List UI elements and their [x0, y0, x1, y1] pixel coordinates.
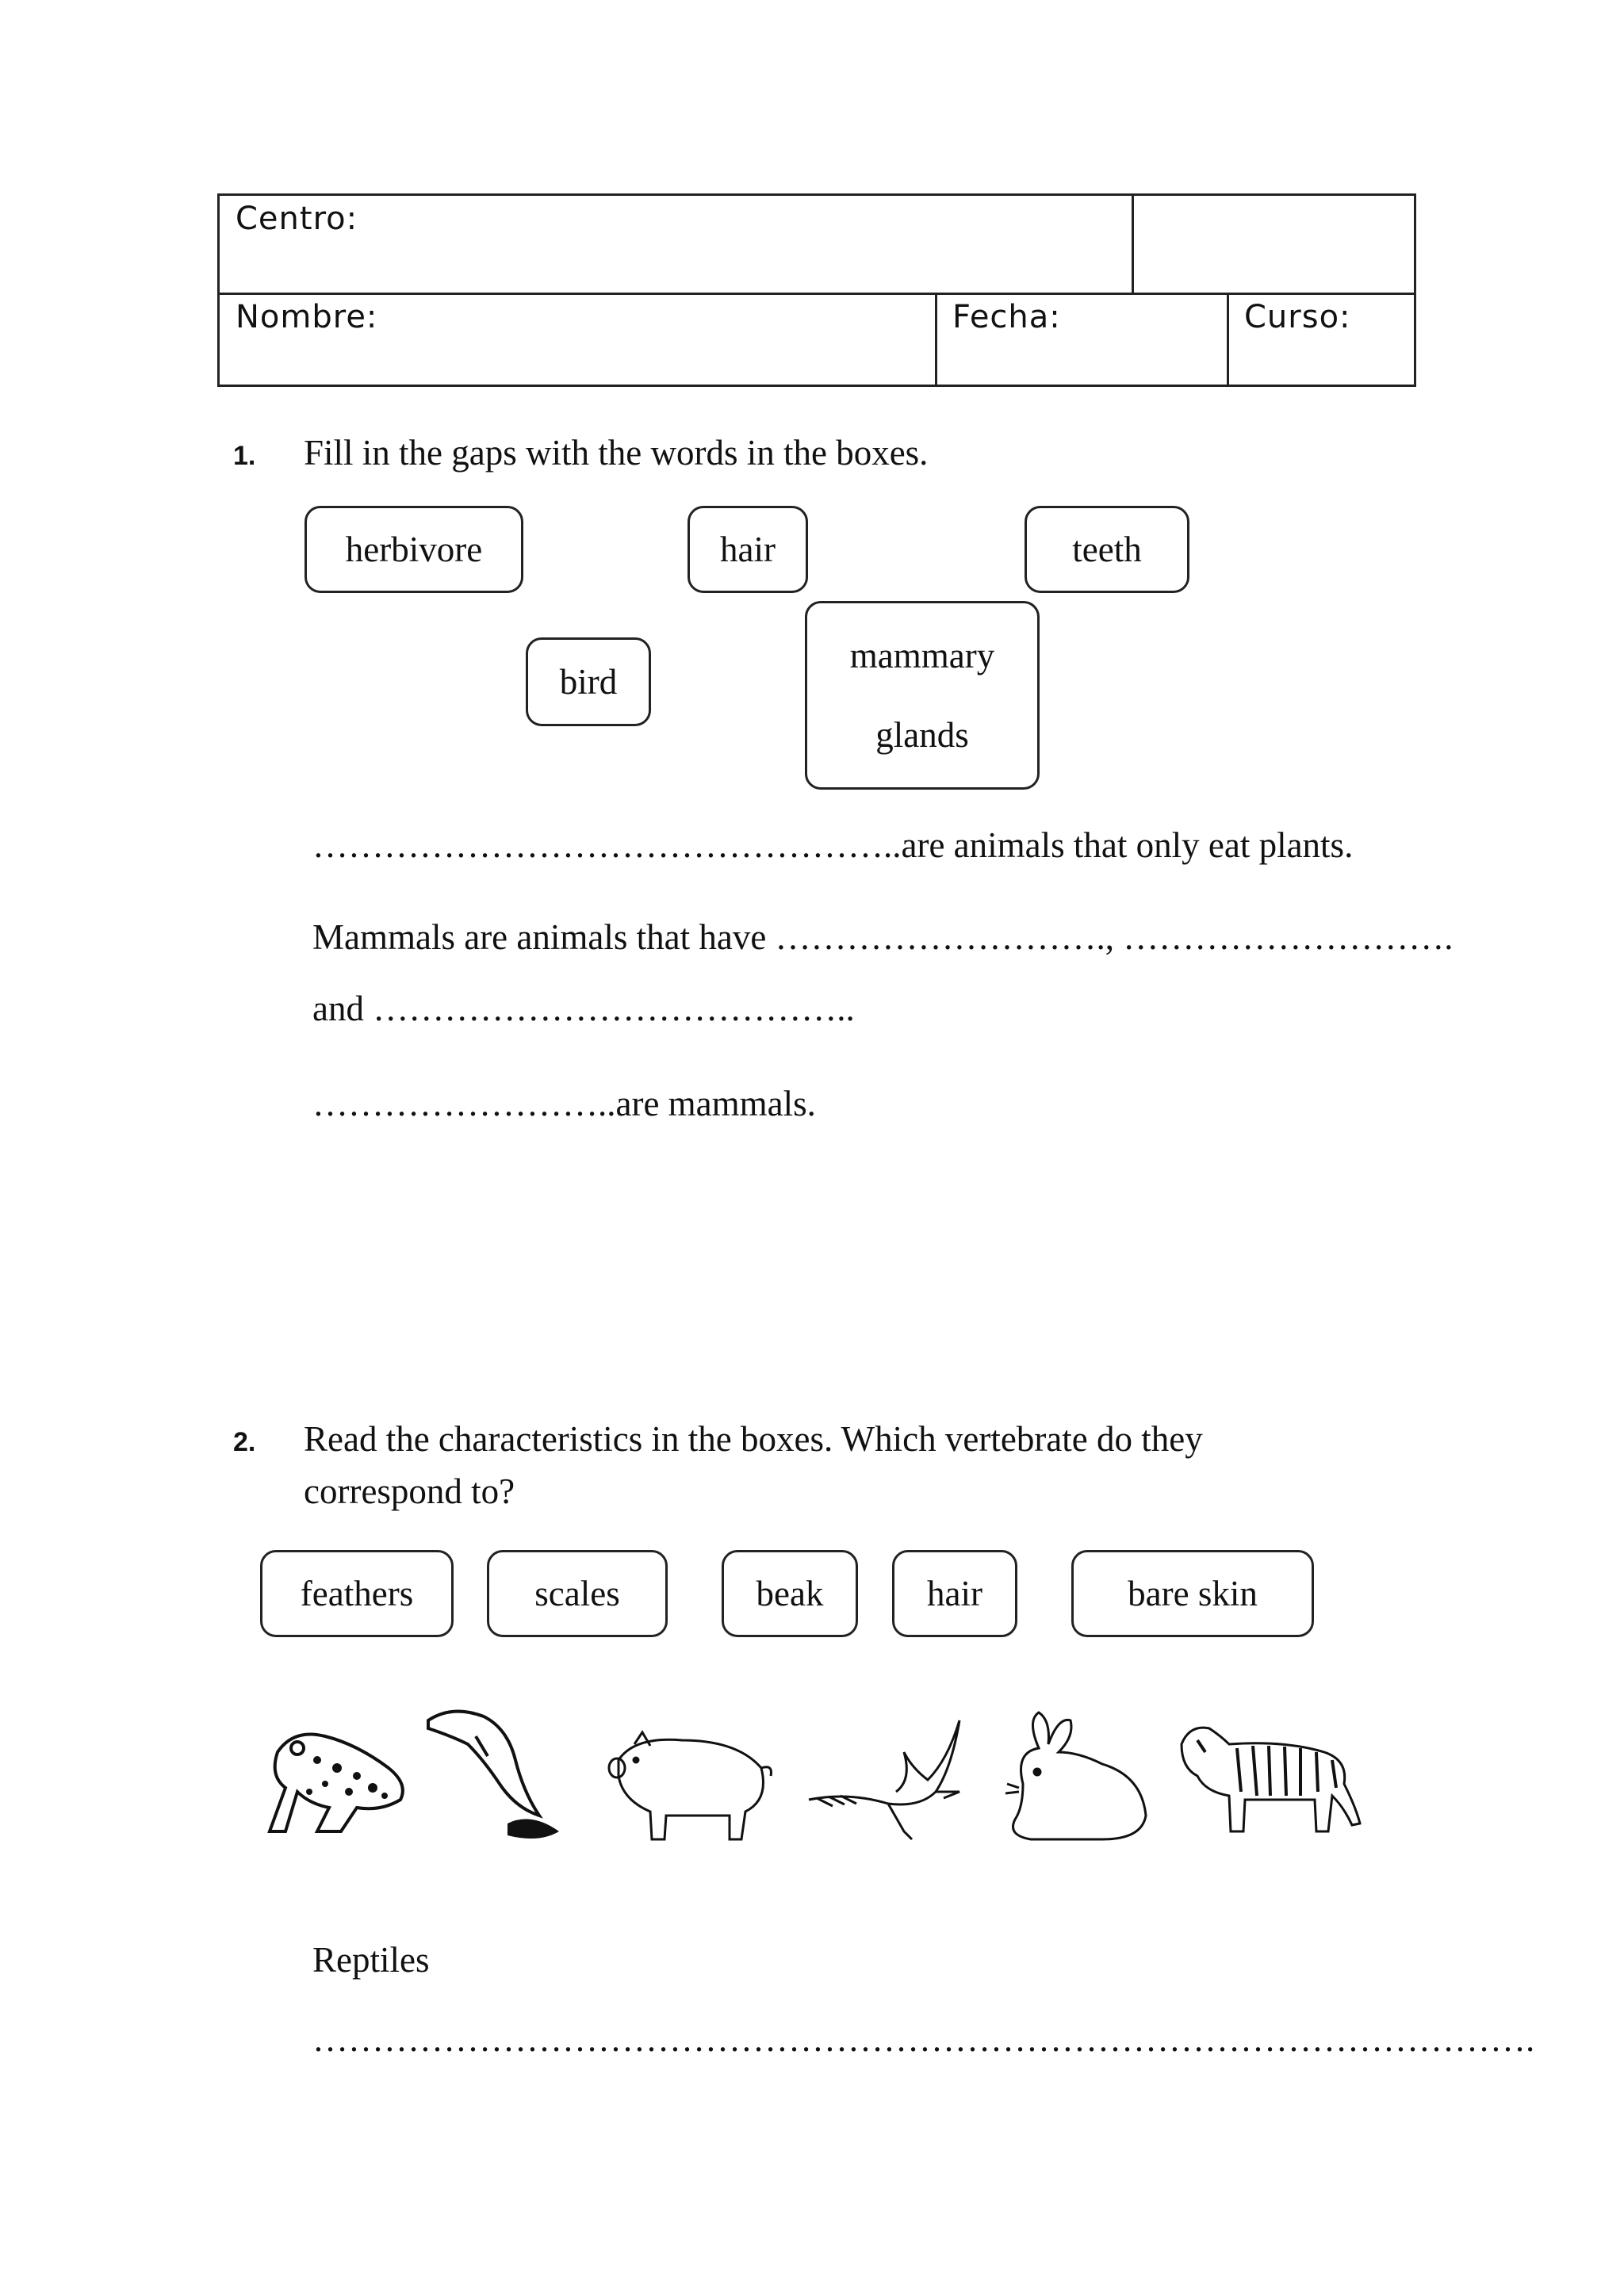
word-mammary: mammary	[849, 636, 995, 675]
dolphin-icon	[420, 1697, 579, 1855]
word-glands: glands	[875, 715, 969, 755]
nombre-label: Nombre:	[236, 299, 378, 335]
word-box-herbivore: herbivore	[304, 506, 523, 593]
rabbit-icon	[991, 1705, 1158, 1855]
word-box-bare-skin: bare skin	[1071, 1550, 1314, 1637]
word-box-beak: beak	[722, 1550, 858, 1637]
q2-instruction	[304, 1413, 1203, 1517]
header-form	[217, 193, 1416, 387]
q2-instruction-line2: correspond to?	[304, 1471, 515, 1511]
frog-icon	[262, 1712, 420, 1847]
header-divider-top	[1132, 196, 1134, 293]
word-box-teeth: teeth	[1025, 506, 1189, 593]
q1-sentence-mammals: Mammals are animals that have ………………………., ……………………….	[312, 917, 1454, 957]
q1-number: 1.	[233, 441, 256, 471]
word-box-hair: hair	[688, 506, 808, 593]
q1-sentence-bird: ……………………..are mammals.	[312, 1084, 816, 1123]
word-box-bird: bird	[526, 637, 651, 726]
q1-sentence-mammals-cont: and …………………………………..	[312, 989, 855, 1028]
reptiles-answer-line: ………………………………………………………………………………………….	[312, 2019, 1535, 2059]
bird-icon	[801, 1705, 983, 1855]
q2-instruction-line1: Read the characteristics in the boxes. Which vertebrate do they	[304, 1419, 1203, 1459]
tiger-icon	[1174, 1712, 1364, 1847]
centro-label: Centro:	[236, 201, 358, 237]
reptiles-label: Reptiles	[312, 1940, 430, 1980]
word-box-scales: scales	[487, 1550, 668, 1637]
q1-instruction: Fill in the gaps with the words in the boxes.	[304, 433, 929, 473]
pig-icon	[603, 1720, 785, 1855]
q2-number: 2.	[233, 1427, 256, 1457]
animal-illustrations	[262, 1697, 1372, 1871]
word-box-hair-2: hair	[892, 1550, 1017, 1637]
fecha-label: Fecha:	[952, 299, 1061, 335]
word-box-feathers: feathers	[260, 1550, 454, 1637]
q1-sentence-herbivore: …………………………………………..are animals that only eat plants.	[312, 825, 1354, 865]
word-box-mammary-glands	[805, 601, 1040, 790]
curso-label: Curso:	[1244, 299, 1351, 335]
